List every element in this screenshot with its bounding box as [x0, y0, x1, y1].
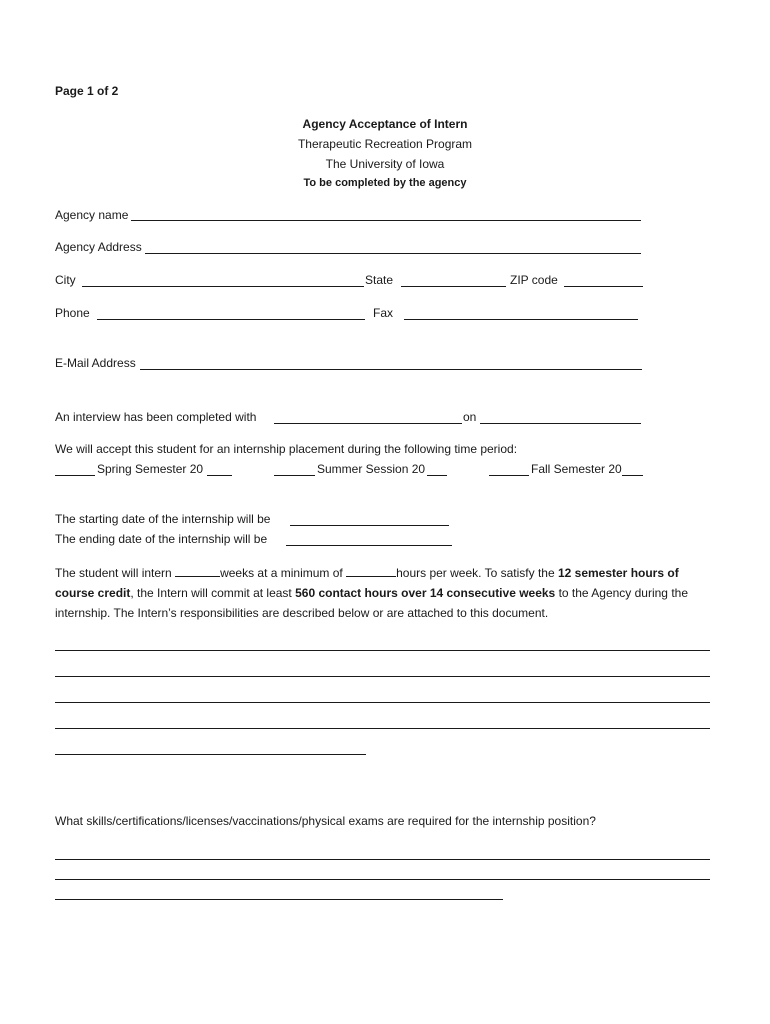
phone-label: Phone [55, 306, 90, 320]
end-date-field[interactable] [286, 545, 452, 546]
interviewer-field[interactable] [274, 423, 462, 424]
summer-year-field[interactable] [427, 475, 447, 476]
responsibilities-line[interactable] [55, 754, 366, 755]
program-name: Therapeutic Recreation Program [297, 137, 473, 151]
spring-check-field[interactable] [55, 475, 95, 476]
state-field[interactable] [401, 286, 506, 287]
page-label: Page 1 of 2 [55, 84, 119, 98]
city-label: City [55, 273, 76, 287]
interview-date-field[interactable] [480, 423, 641, 424]
zip-field[interactable] [564, 286, 643, 287]
agency-name-label: Agency name [55, 208, 129, 222]
fax-field[interactable] [404, 319, 638, 320]
skills-answer-line[interactable] [55, 879, 710, 880]
interview-label: An interview has been completed with [55, 410, 257, 424]
fall-year-field[interactable] [622, 475, 643, 476]
zip-label: ZIP code [510, 273, 558, 287]
fall-label: Fall Semester 20 [531, 462, 622, 476]
spring-label: Spring Semester 20 [97, 462, 204, 476]
skills-question: What skills/certifications/licenses/vaccinations/physical exams are required for the internship position? [55, 814, 596, 828]
commitment-text-3: hours per week. To satisfy the [396, 566, 558, 580]
phone-field[interactable] [97, 319, 365, 320]
hours-field[interactable] [346, 565, 396, 577]
agency-address-field[interactable] [145, 253, 641, 254]
credit-requirement: 12 semester hours of course credit [55, 566, 679, 600]
skills-answer-line[interactable] [55, 899, 503, 900]
email-field[interactable] [140, 369, 642, 370]
state-label: State [365, 273, 394, 287]
instruction: To be completed by the agency [303, 177, 467, 189]
email-label: E-Mail Address [55, 356, 136, 370]
fall-check-field[interactable] [489, 475, 529, 476]
summer-label: Summer Session 20 [317, 462, 426, 476]
hours-requirement: 560 contact hours over 14 consecutive weeks [295, 586, 556, 600]
agency-address-label: Agency Address [55, 240, 142, 254]
spring-year-field[interactable] [207, 475, 232, 476]
start-date-label: The starting date of the internship will be [55, 512, 271, 526]
summer-check-field[interactable] [274, 475, 315, 476]
commitment-text-2: weeks at a minimum of [220, 566, 347, 580]
fax-label: Fax [373, 306, 394, 320]
commitment-text-5: to the Agency during the internship. The Intern’s responsibilities are described below or are attached to this document. [55, 586, 688, 620]
form-title: Agency Acceptance of Intern [302, 117, 468, 131]
weeks-field[interactable] [175, 565, 220, 577]
university-name: The University of Iowa [325, 157, 445, 171]
commitment-text-1: The student will intern [55, 566, 176, 580]
commitment-paragraph [55, 563, 711, 623]
commitment-text-4: , the Intern will commit at least [130, 586, 296, 600]
responsibilities-line[interactable] [55, 676, 710, 677]
placement-text: We will accept this student for an internship placement during the following time period: [55, 442, 518, 456]
responsibilities-line[interactable] [55, 650, 710, 651]
start-date-field[interactable] [290, 525, 449, 526]
agency-name-field[interactable] [131, 220, 641, 221]
end-date-label: The ending date of the internship will be [55, 532, 268, 546]
interview-on-label: on [463, 410, 477, 424]
city-field[interactable] [82, 286, 364, 287]
responsibilities-line[interactable] [55, 728, 710, 729]
responsibilities-line[interactable] [55, 702, 710, 703]
skills-answer-line[interactable] [55, 859, 710, 860]
